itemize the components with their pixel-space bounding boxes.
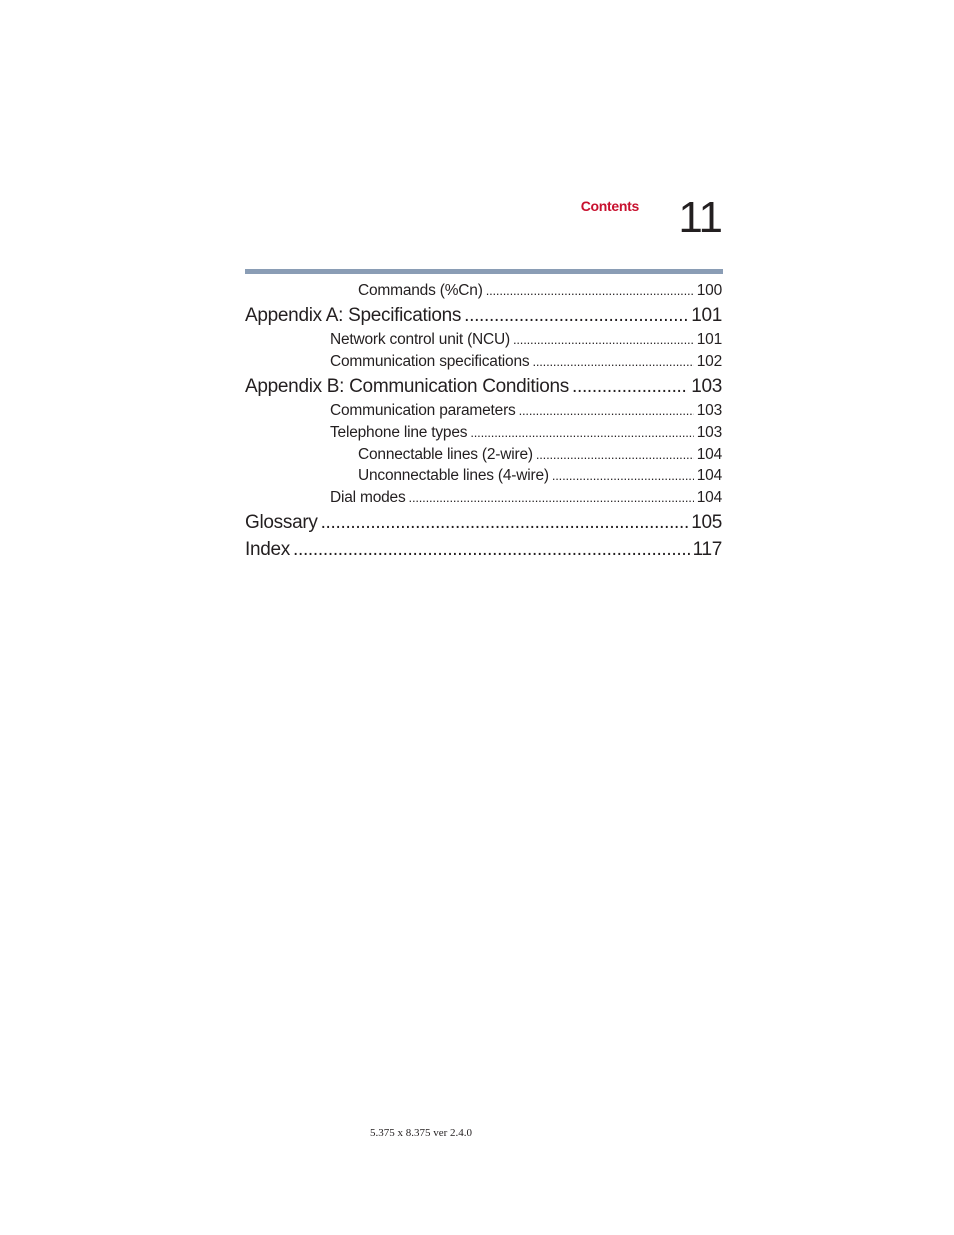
toc-entry-ncu[interactable]: [245, 329, 722, 351]
toc-entry-label: Network control unit (NCU): [330, 330, 510, 348]
toc-entry-page: 104: [696, 467, 722, 484]
toc-entry-label: Dial modes: [330, 488, 406, 506]
toc-entry-label: Appendix A: Specifications: [245, 304, 462, 326]
header-rule: [245, 269, 723, 274]
dot-leader: [486, 280, 694, 302]
toc-entry-communication-specifications[interactable]: [245, 351, 722, 373]
toc-entry-page: 101: [691, 304, 722, 326]
dot-leader: [536, 444, 694, 466]
table-of-contents: [245, 280, 722, 563]
dot-leader: [513, 329, 694, 351]
toc-entry-communication-parameters[interactable]: [245, 400, 722, 422]
toc-entry-page: 104: [696, 488, 722, 506]
toc-entry-label: Telephone line types: [330, 423, 468, 441]
dot-leader: [552, 465, 694, 487]
toc-entry-label: Glossary: [245, 511, 318, 533]
toc-entry-page: 103: [696, 423, 722, 441]
dot-leader: [470, 422, 693, 444]
dot-leader: [519, 400, 694, 422]
dot-leader: [321, 509, 689, 536]
toc-entry-label: Communication specifications: [330, 352, 530, 370]
toc-entry-label: Communication parameters: [330, 401, 516, 419]
toc-entry-dial-modes[interactable]: [245, 487, 722, 509]
dot-leader: [464, 302, 688, 329]
toc-entry-label: Commands (%Cn): [358, 282, 483, 299]
toc-entry-page: 101: [696, 330, 722, 348]
toc-entry-page: 103: [696, 401, 722, 419]
toc-entry-label: Connectable lines (2-wire): [358, 445, 533, 463]
toc-entry-commands[interactable]: [245, 280, 722, 302]
toc-entry-appendix-b[interactable]: [245, 373, 722, 400]
toc-entry-label: Appendix B: Communication Conditions: [245, 375, 569, 397]
dot-leader: [532, 351, 693, 373]
toc-entry-page: 104: [696, 445, 722, 463]
page-number: 11: [678, 193, 722, 242]
toc-entry-page: 105: [691, 511, 722, 533]
toc-entry-page: 102: [696, 352, 722, 370]
dot-leader: [572, 373, 688, 400]
dot-leader: [409, 487, 694, 509]
toc-entry-index[interactable]: [245, 536, 722, 563]
toc-entry-appendix-a[interactable]: [245, 302, 722, 329]
running-head: Contents: [580, 198, 639, 214]
toc-entry-unconnectable-lines[interactable]: [245, 465, 722, 487]
version-footer: 5.375 x 8.375 ver 2.4.0: [370, 1127, 473, 1139]
toc-entry-label: Unconnectable lines (4-wire): [358, 467, 549, 484]
toc-entry-page: 117: [692, 538, 722, 560]
toc-entry-connectable-lines[interactable]: [245, 444, 722, 466]
toc-entry-glossary[interactable]: [245, 509, 722, 536]
dot-leader: [293, 536, 690, 563]
toc-entry-page: 103: [691, 375, 722, 397]
toc-entry-label: Index: [245, 538, 290, 560]
toc-entry-telephone-line-types[interactable]: [245, 422, 722, 444]
toc-entry-page: 100: [696, 282, 722, 299]
